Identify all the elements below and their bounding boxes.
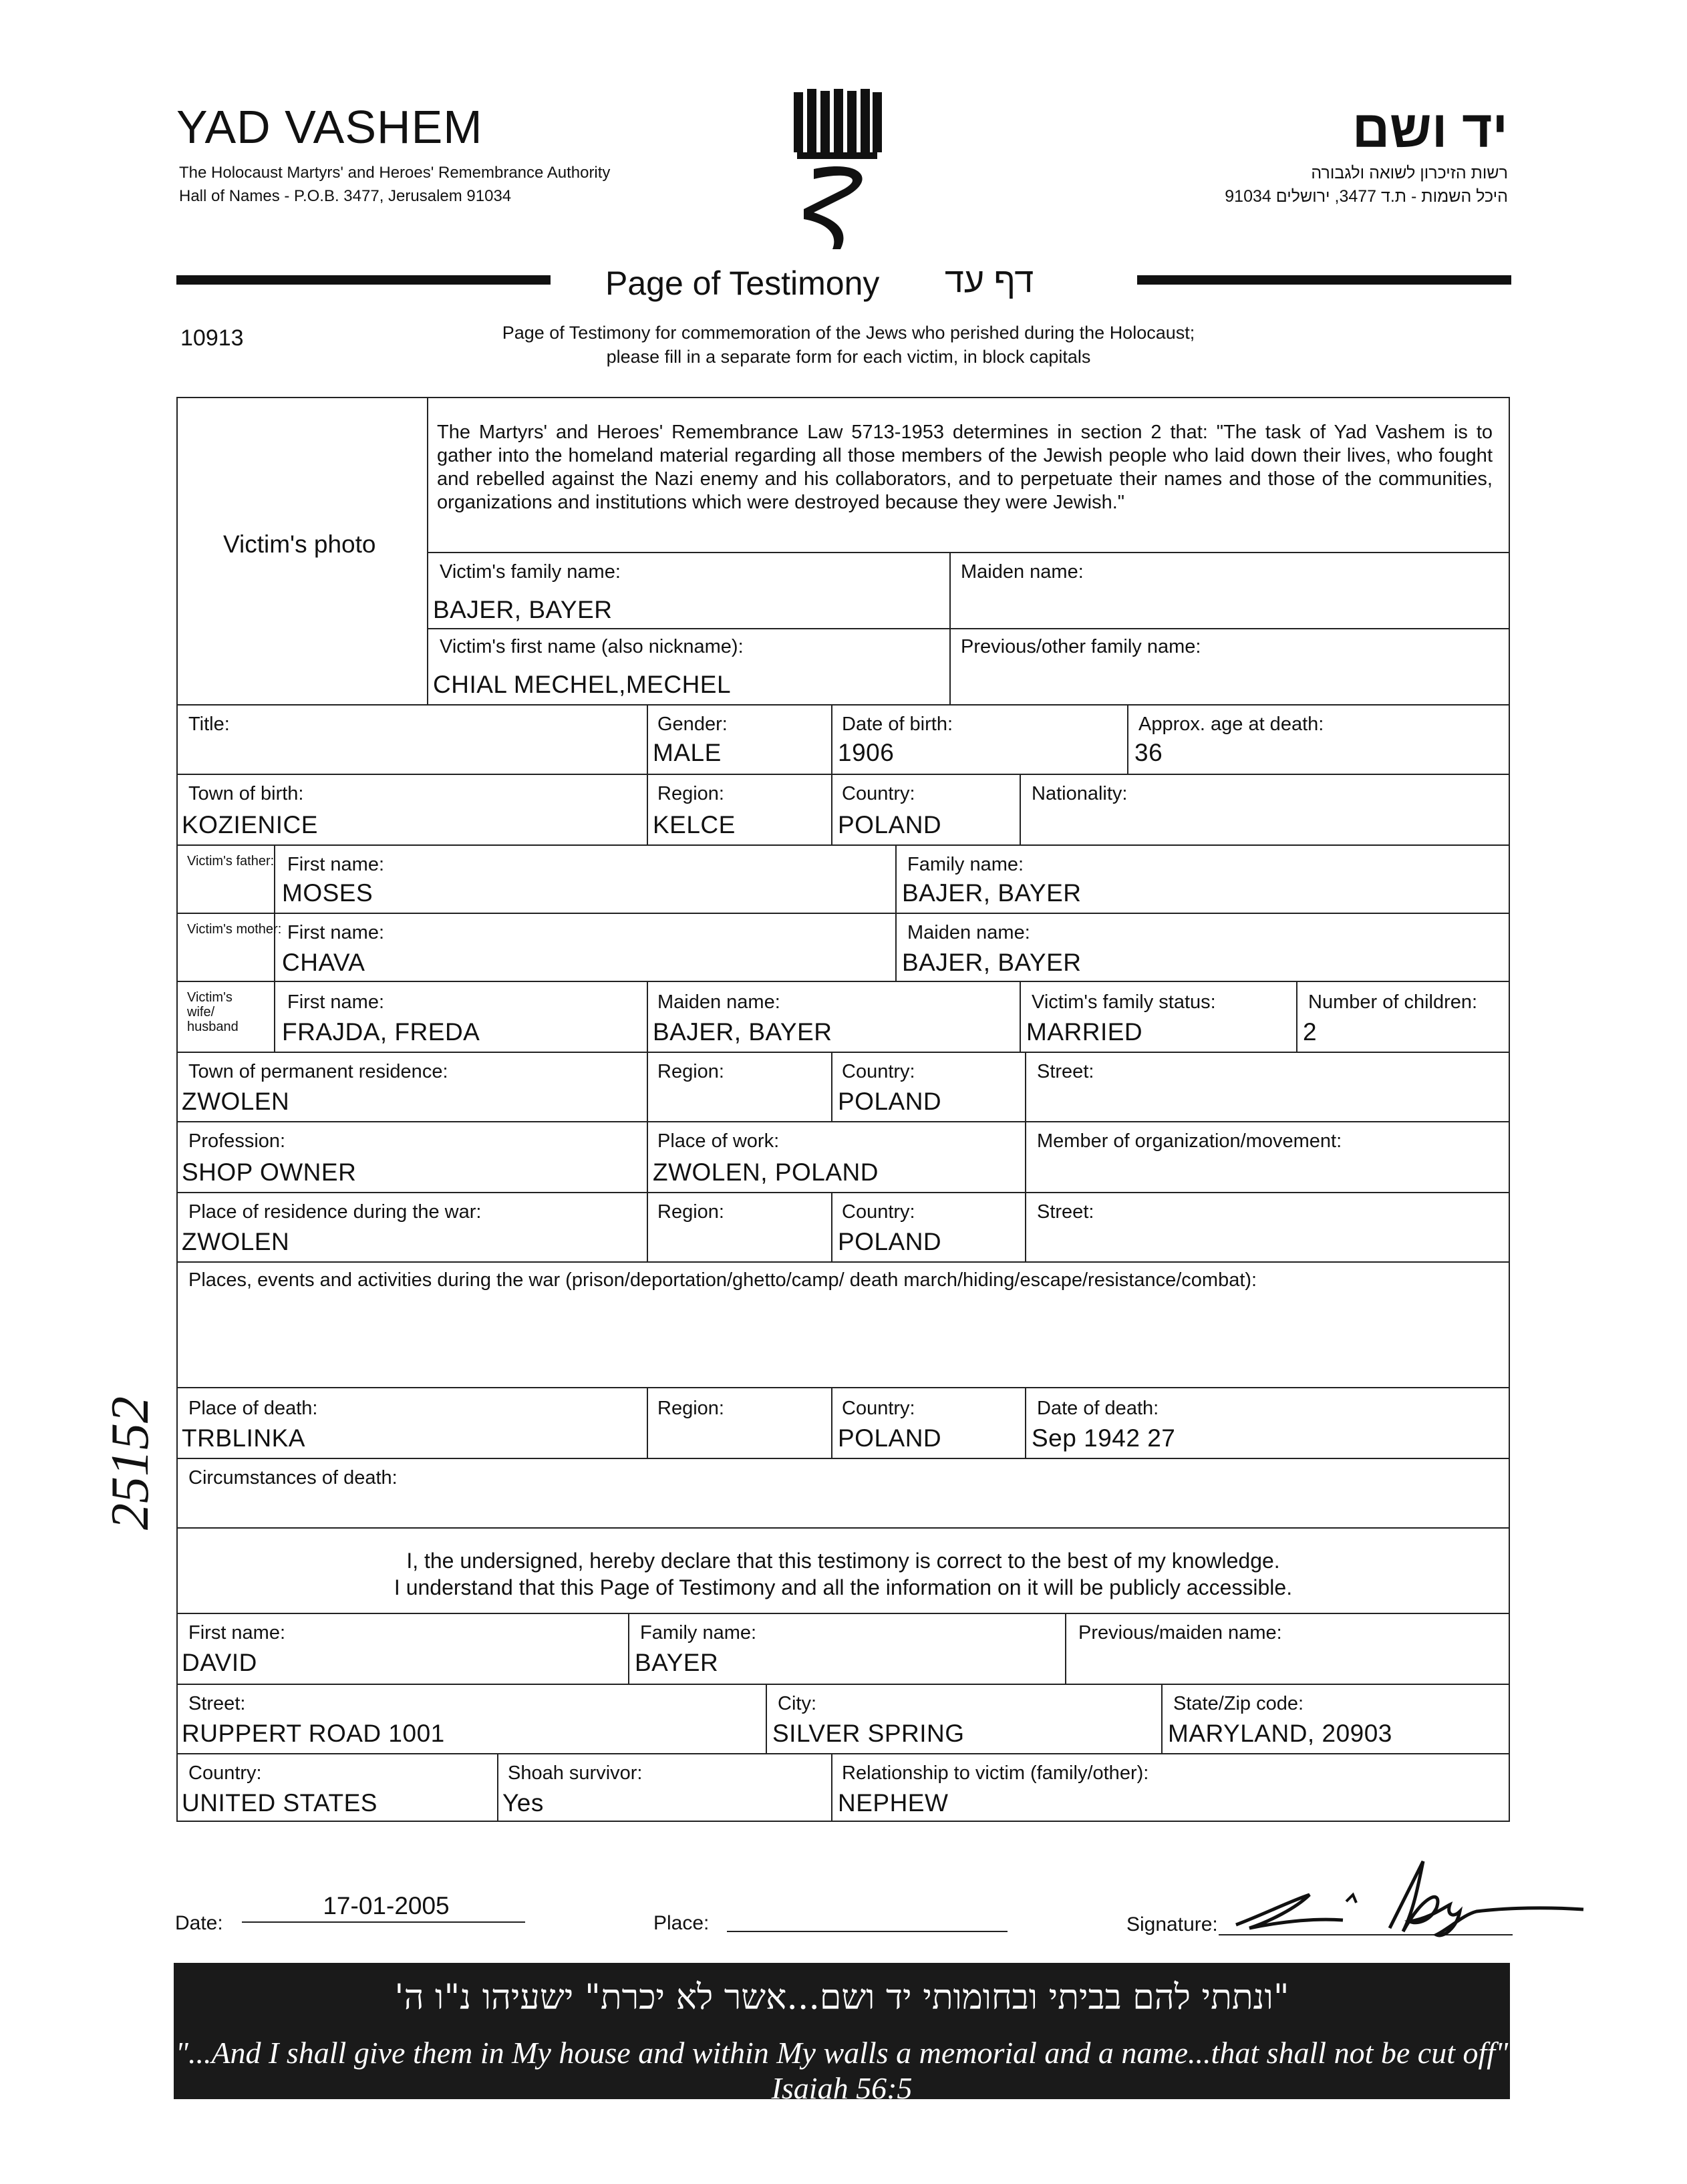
handwritten-side-number: 25152 xyxy=(101,1396,160,1530)
label-gender: Gender: xyxy=(657,714,728,735)
victim-place-of-work[interactable]: ZWOLEN, POLAND xyxy=(653,1158,879,1186)
banner-hebrew-quote: "ונתתי להם בביתי ובחומותי יד ושם...אשר לא יכרת" ישעיהו נ"ו ה' xyxy=(394,1978,1289,2018)
label-date-of-death: Date of death: xyxy=(1037,1398,1159,1419)
label-residence-street: Street: xyxy=(1037,1061,1094,1082)
submitter-first-name[interactable]: DAVID xyxy=(182,1649,257,1676)
victim-num-children[interactable]: 2 xyxy=(1303,1018,1318,1046)
victim-birth-region[interactable]: KELCE xyxy=(653,811,736,838)
label-war-region: Region: xyxy=(657,1201,724,1223)
label-death-country: Country: xyxy=(842,1398,915,1419)
law-text: The Martyrs' and Heroes' Remembrance Law 5713-1953 determines in section 2 that: "The task of Yad Vashem is to gather into the homeland material regarding all those members of the Jewish people who laid down their lives, who fought and rebelled against the Nazi enemy and his collaborators, and to perpetuate their names and those of the communities, organizations and institutions which were destroyed because they were Jewish." xyxy=(437,422,1493,513)
label-spouse: Victim's wife/ husband xyxy=(187,990,239,1034)
page-title: Page of Testimony xyxy=(605,265,880,302)
signature-icon[interactable] xyxy=(1223,1855,1597,1952)
label-submitter-first: First name: xyxy=(188,1622,286,1644)
submitter-city[interactable]: SILVER SPRING xyxy=(772,1720,965,1747)
victim-birth-country[interactable]: POLAND xyxy=(838,811,942,838)
label-residence-country: Country: xyxy=(842,1061,915,1082)
label-previous-maiden: Previous/maiden name: xyxy=(1078,1622,1282,1644)
victim-family-status[interactable]: MARRIED xyxy=(1026,1018,1143,1046)
war-residence-town[interactable]: ZWOLEN xyxy=(182,1228,290,1255)
victim-date-of-death[interactable]: Sep 1942 27 xyxy=(1032,1424,1176,1452)
label-place-of-work: Place of work: xyxy=(657,1130,780,1152)
label-submitter-family: Family name: xyxy=(640,1622,757,1644)
label-date: Date: xyxy=(175,1912,223,1934)
isaiah-banner xyxy=(174,1963,1510,2105)
mother-maiden-name[interactable]: BAJER, BAYER xyxy=(902,949,1082,976)
testimony-form xyxy=(176,397,1510,1822)
label-num-children: Number of children: xyxy=(1308,991,1478,1013)
org-line-1: The Holocaust Martyrs' and Heroes' Remembrance Authority xyxy=(179,164,611,182)
label-relationship: Relationship to victim (family/other): xyxy=(842,1762,1149,1784)
father-family-name[interactable]: BAJER, BAYER xyxy=(902,879,1082,907)
label-signature: Signature: xyxy=(1126,1913,1218,1935)
label-nationality: Nationality: xyxy=(1032,783,1128,804)
place-underline xyxy=(727,1931,1008,1932)
org-name: YAD VASHEM xyxy=(176,101,483,153)
spouse-first-name[interactable]: FRAJDA, FREDA xyxy=(282,1018,480,1046)
residence-town[interactable]: ZWOLEN xyxy=(182,1088,290,1115)
page-title-hebrew: דף עד xyxy=(945,261,1034,300)
label-shoah-survivor: Shoah survivor: xyxy=(508,1762,643,1784)
submitter-shoah-survivor[interactable]: Yes xyxy=(502,1789,544,1817)
label-profession: Profession: xyxy=(188,1130,286,1152)
victim-family-name[interactable]: BAJER, BAYER xyxy=(433,596,613,623)
menorah-logo-icon xyxy=(787,86,887,256)
heb-org-name: יד ושם xyxy=(1352,100,1508,158)
victim-place-of-death[interactable]: TRBLINKA xyxy=(182,1424,305,1452)
label-spouse-maiden: Maiden name: xyxy=(657,991,780,1013)
label-residence-region: Region: xyxy=(657,1061,724,1082)
heb-line-1: רשות הזיכרון לשואה ולגבורה xyxy=(1311,164,1508,182)
label-title: Title: xyxy=(188,714,230,735)
label-age-at-death: Approx. age at death: xyxy=(1138,714,1324,735)
label-place: Place: xyxy=(653,1912,710,1934)
victim-age-at-death[interactable]: 36 xyxy=(1134,739,1163,766)
label-permanent-residence: Town of permanent residence: xyxy=(188,1061,448,1082)
submitter-state-zip[interactable]: MARYLAND, 20903 xyxy=(1168,1720,1392,1747)
label-submitter-street: Street: xyxy=(188,1693,246,1714)
label-father-family: Family name: xyxy=(907,854,1024,875)
victim-town-of-birth[interactable]: KOZIENICE xyxy=(182,811,318,838)
declaration-line-2: I understand that this Page of Testimony and all the information on it will be publicly accessible. xyxy=(394,1575,1293,1599)
form-number: 10913 xyxy=(180,325,244,351)
submitter-street[interactable]: RUPPERT ROAD 1001 xyxy=(182,1720,445,1747)
submitter-country[interactable]: UNITED STATES xyxy=(182,1789,377,1817)
heb-line-2: היכל השמות - ת.ד 3477, ירושלים 91034 xyxy=(1225,187,1508,206)
war-residence-country[interactable]: POLAND xyxy=(838,1228,942,1255)
label-member-org: Member of organization/movement: xyxy=(1037,1130,1342,1152)
instructions-line-2: please fill in a separate form for each victim, in block capitals xyxy=(606,347,1091,367)
label-war-street: Street: xyxy=(1037,1201,1094,1223)
victim-gender[interactable]: MALE xyxy=(653,739,722,766)
victim-photo-label: Victim's photo xyxy=(223,530,376,558)
label-town-of-birth: Town of birth: xyxy=(188,783,304,804)
label-submitter-country: Country: xyxy=(188,1762,262,1784)
label-state-zip: State/Zip code: xyxy=(1173,1693,1304,1714)
victim-death-country[interactable]: POLAND xyxy=(838,1424,942,1452)
label-family-status: Victim's family status: xyxy=(1032,991,1216,1013)
label-war-residence: Place of residence during the war: xyxy=(188,1201,482,1223)
header-rule-left xyxy=(176,275,551,285)
instructions xyxy=(428,321,1269,369)
label-maiden-name: Maiden name: xyxy=(961,561,1084,583)
footer-date-value[interactable]: 17-01-2005 xyxy=(323,1892,450,1919)
submitter-relationship[interactable]: NEPHEW xyxy=(838,1789,949,1817)
instructions-line-1: Page of Testimony for commemoration of the Jews who perished during the Holocaust; xyxy=(502,323,1195,343)
submitter-family-name[interactable]: BAYER xyxy=(635,1649,719,1676)
label-birth-country: Country: xyxy=(842,783,915,804)
label-family-name: Victim's family name: xyxy=(440,561,621,583)
label-war-country: Country: xyxy=(842,1201,915,1223)
label-mother-maiden: Maiden name: xyxy=(907,922,1030,943)
label-death-region: Region: xyxy=(657,1398,724,1419)
label-father: Victim's father: xyxy=(187,854,275,869)
mother-first-name[interactable]: CHAVA xyxy=(282,949,365,976)
label-dob: Date of birth: xyxy=(842,714,953,735)
label-mother-first: First name: xyxy=(287,922,385,943)
banner-english-quote: "...And I shall give them in My house and within My walls a memorial and a name...that shall not be cut off" Isaiah 56:5 xyxy=(175,2036,1509,2105)
label-spouse-first: First name: xyxy=(287,991,385,1013)
label-mother: Victim's mother: xyxy=(187,922,282,937)
label-father-first: First name: xyxy=(287,854,385,875)
label-city: City: xyxy=(778,1693,816,1714)
father-first-name[interactable]: MOSES xyxy=(282,879,373,907)
victim-profession[interactable]: SHOP OWNER xyxy=(182,1158,357,1186)
label-first-name-nick: Victim's first name (also nickname): xyxy=(440,636,744,657)
spouse-maiden-name[interactable]: BAJER, BAYER xyxy=(653,1018,832,1046)
victim-first-name[interactable]: CHIAL MECHEL,MECHEL xyxy=(433,671,732,698)
label-war-places: Places, events and activities during the war (prison/deportation/ghetto/camp/ death march/hiding/escape/resistance/combat): xyxy=(188,1269,1257,1291)
label-prev-family-name: Previous/other family name: xyxy=(961,636,1201,657)
declaration-line-1: I, the undersigned, hereby declare that this testimony is correct to the best of my knowledge. xyxy=(406,1549,1280,1573)
label-place-of-death: Place of death: xyxy=(188,1398,318,1419)
org-line-2: Hall of Names - P.O.B. 3477, Jerusalem 91034 xyxy=(179,187,512,205)
victim-dob[interactable]: 1906 xyxy=(838,739,895,766)
header-rule-right xyxy=(1137,275,1511,285)
residence-country[interactable]: POLAND xyxy=(838,1088,942,1115)
label-birth-region: Region: xyxy=(657,783,724,804)
date-underline xyxy=(242,1921,525,1923)
label-circumstances: Circumstances of death: xyxy=(188,1467,398,1489)
